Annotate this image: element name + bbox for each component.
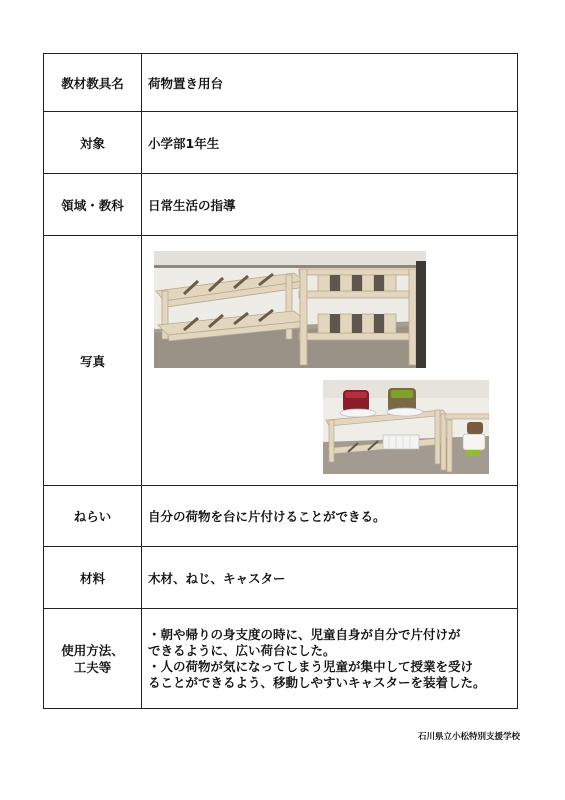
photo-shelves-empty [154,251,426,368]
label-materials: 材料 [44,547,142,609]
photo-cell [142,236,518,486]
value-usage [142,609,518,709]
value-aim: 自分の荷物を台に片付けることができる。 [142,486,518,547]
value-area: 日常生活の指導 [142,174,518,236]
label-usage [44,609,142,709]
value-material-name: 荷物置き用台 [142,54,518,112]
usage-line: ・人の荷物が気になってしまう児童が集中して授業を受け [148,658,474,674]
label-photo: 写真 [44,236,142,486]
usage-line: できるように、広い荷台にした。 [148,642,336,658]
label-area: 領域・教科 [44,174,142,236]
row-material-name [44,54,518,112]
usage-line: ることができるよう、移動しやすいキャスターを装着した。 [148,674,486,690]
row-target [44,112,518,174]
info-table [43,53,518,709]
row-area [44,174,518,236]
row-usage [44,609,518,709]
label-usage-line2: 工夫等 [73,659,112,675]
usage-line: ・朝や帰りの身支度の時に、児童自身が自分で片付けが [148,626,461,642]
row-photo [44,236,518,486]
label-material-name: 教材教具名 [44,54,142,112]
info-sheet [43,53,518,709]
row-materials [44,547,518,609]
photo-shelves-with-bags [323,380,489,474]
value-target: 小学部1年生 [142,112,518,174]
label-target: 対象 [44,112,142,174]
label-aim: ねらい [44,486,142,547]
label-usage-line1: 使用方法、 [61,642,124,658]
row-aim [44,486,518,547]
school-name: 石川県立小松特別支援学校 [417,732,520,742]
value-materials: 木材、ねじ、キャスター [142,547,518,609]
